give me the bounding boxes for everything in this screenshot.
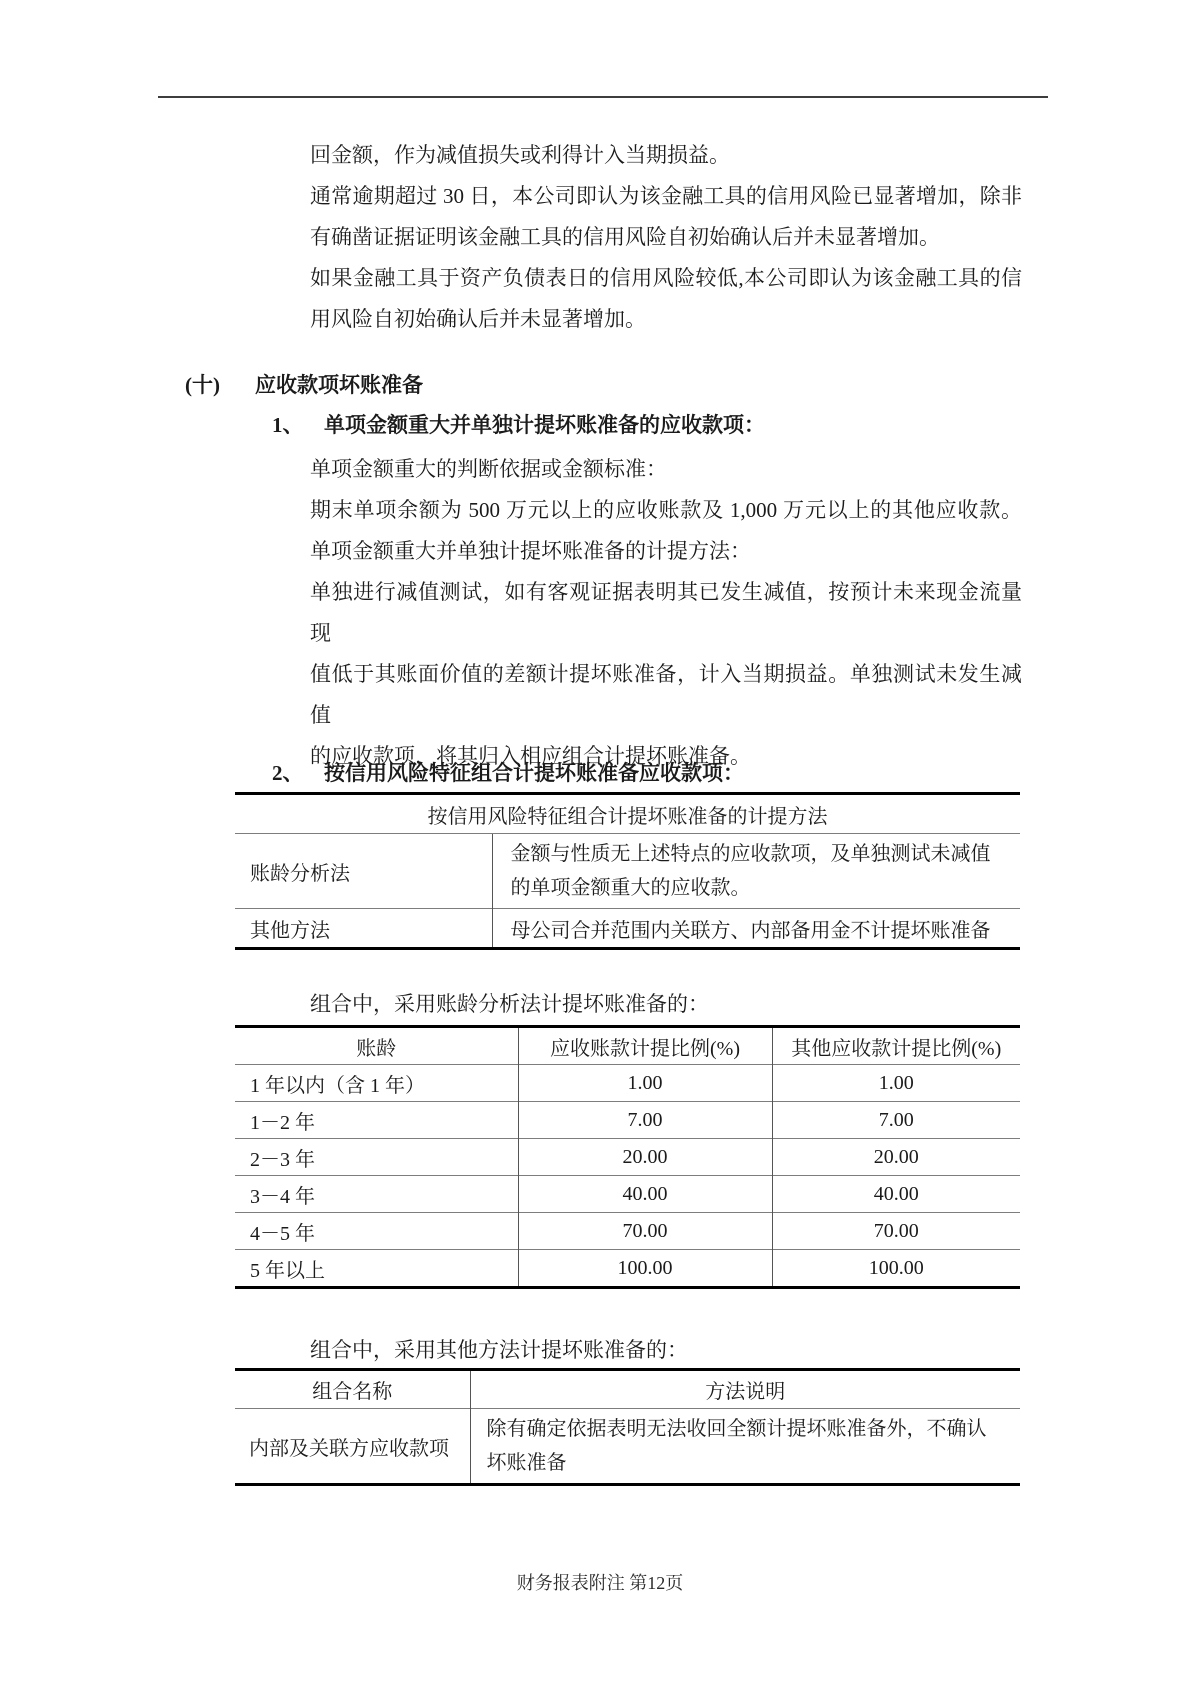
ar-ratio-cell: 100.00 <box>518 1250 772 1288</box>
table-row <box>235 1409 1020 1485</box>
other-method-table <box>235 1368 1020 1486</box>
age-band-cell: 5 年以上 <box>235 1250 518 1288</box>
table-row <box>235 1102 1020 1139</box>
column-header: 账龄 <box>356 1037 397 1060</box>
desc-line: 除有确定依据表明无法收回全额计提坏账准备外，不确认 <box>486 1418 987 1440</box>
intro-line: 有确凿证据证明该金融工具的信用风险自初始确认后并未显著增加。 <box>310 225 940 249</box>
ar-ratio-cell: 7.00 <box>518 1102 772 1139</box>
other-ratio-cell: 70.00 <box>772 1213 1020 1250</box>
method-table-header: 按信用风险特征组合计提坏账准备的计提方法 <box>427 805 828 828</box>
aging-table <box>235 1025 1020 1289</box>
other-ratio-cell: 7.00 <box>772 1102 1020 1139</box>
intro-line: 通常逾期超过 30 日，本公司即认为该金融工具的信用风险已显著增加，除非 <box>310 184 1022 208</box>
aging-table-caption: 组合中，采用账龄分析法计提坏账准备的： <box>310 992 709 1016</box>
age-band-cell: 4－5 年 <box>235 1213 518 1250</box>
ar-ratio-cell: 40.00 <box>518 1176 772 1213</box>
body-line: 单独进行减值测试，如有客观证据表明其已发生减值，按预计未来现金流量现 <box>310 580 1022 645</box>
other-ratio-cell: 40.00 <box>772 1176 1020 1213</box>
subsection-1-title: 单项金额重大并单独计提坏账准备的应收款项： <box>324 413 765 437</box>
method-name-cell: 账龄分析法 <box>235 834 492 909</box>
intro-line: 如果金融工具于资产负债表日的信用风险较低,本公司即认为该金融工具的信 <box>310 266 1022 290</box>
ar-ratio-cell: 1.00 <box>518 1065 772 1102</box>
section-number: (十) <box>185 373 220 397</box>
body-line: 的应收款项，将其归入相应组合计提坏账准备。 <box>310 744 751 768</box>
column-header: 方法说明 <box>470 1370 1020 1409</box>
ar-ratio-cell: 70.00 <box>518 1213 772 1250</box>
method-name-cell: 其他方法 <box>235 909 492 949</box>
method-desc-cell: 母公司合并范围内关联方、内部备用金不计提坏账准备 <box>492 909 1020 949</box>
other-ratio-cell: 100.00 <box>772 1250 1020 1288</box>
body-line: 单项金额重大的判断依据或金额标准： <box>310 457 667 481</box>
body-line: 值低于其账面价值的差额计提坏账准备，计入当期损益。单独测试未发生减值 <box>310 662 1022 727</box>
subsection-2-heading <box>272 756 744 790</box>
intro-line: 用风险自初始确认后并未显著增加。 <box>310 307 646 331</box>
method-desc-text <box>511 837 1021 905</box>
method-desc-text <box>487 1412 1021 1480</box>
method-desc-cell <box>492 834 1020 909</box>
age-band-cell: 1 年以内（含 1 年） <box>235 1065 518 1102</box>
ar-ratio-cell: 20.00 <box>518 1139 772 1176</box>
method-desc-cell <box>470 1409 1020 1485</box>
table-row <box>235 1176 1020 1213</box>
desc-line: 坏账准备 <box>486 1452 567 1474</box>
age-band-cell: 3－4 年 <box>235 1176 518 1213</box>
subsection-2-number: 2、 <box>272 761 304 785</box>
table-row <box>235 1027 1020 1065</box>
age-band-cell: 1－2 年 <box>235 1102 518 1139</box>
portfolio-name-cell: 内部及关联方应收款项 <box>235 1409 470 1485</box>
other-table-caption: 组合中，采用其他方法计提坏账准备的： <box>310 1338 688 1362</box>
column-header: 组合名称 <box>312 1381 393 1403</box>
subsection-1-number: 1、 <box>272 413 304 437</box>
footer-page-label: 财务报表附注 第12页 <box>516 1573 684 1593</box>
age-band-cell: 2－3 年 <box>235 1139 518 1176</box>
table-row <box>235 1065 1020 1102</box>
table-row <box>235 909 1020 949</box>
intro-line: 回金额，作为减值损失或利得计入当期损益。 <box>310 143 730 167</box>
subsection-2-title: 按信用风险特征组合计提坏账准备应收款项： <box>324 761 744 785</box>
intro-paragraphs <box>310 135 1022 340</box>
table-row <box>235 834 1020 909</box>
section-heading <box>185 368 423 402</box>
body-line: 单项金额重大并单独计提坏账准备的计提方法： <box>310 539 751 563</box>
column-header: 其他应收款计提比例(%) <box>772 1027 1020 1065</box>
method-table <box>235 792 1020 950</box>
subsection-1-body <box>310 449 1022 777</box>
table-row <box>235 1370 1020 1409</box>
table-row <box>235 1213 1020 1250</box>
body-line: 期末单项余额为 500 万元以上的应收账款及 1,000 万元以上的其他应收款。 <box>310 498 1022 522</box>
column-header: 应收账款计提比例(%) <box>518 1027 772 1065</box>
table-row <box>235 1250 1020 1288</box>
subsection-1-heading <box>272 408 765 442</box>
desc-line: 金额与性质无上述特点的应收款项，及单独测试未减值 <box>510 843 991 865</box>
other-ratio-cell: 1.00 <box>772 1065 1020 1102</box>
table-row <box>235 794 1020 834</box>
other-ratio-cell: 20.00 <box>772 1139 1020 1176</box>
table-row <box>235 1139 1020 1176</box>
section-title: 应收款项坏账准备 <box>255 373 423 397</box>
desc-line: 的单项金额重大的应收款。 <box>510 877 751 899</box>
header-rule <box>158 96 1048 98</box>
